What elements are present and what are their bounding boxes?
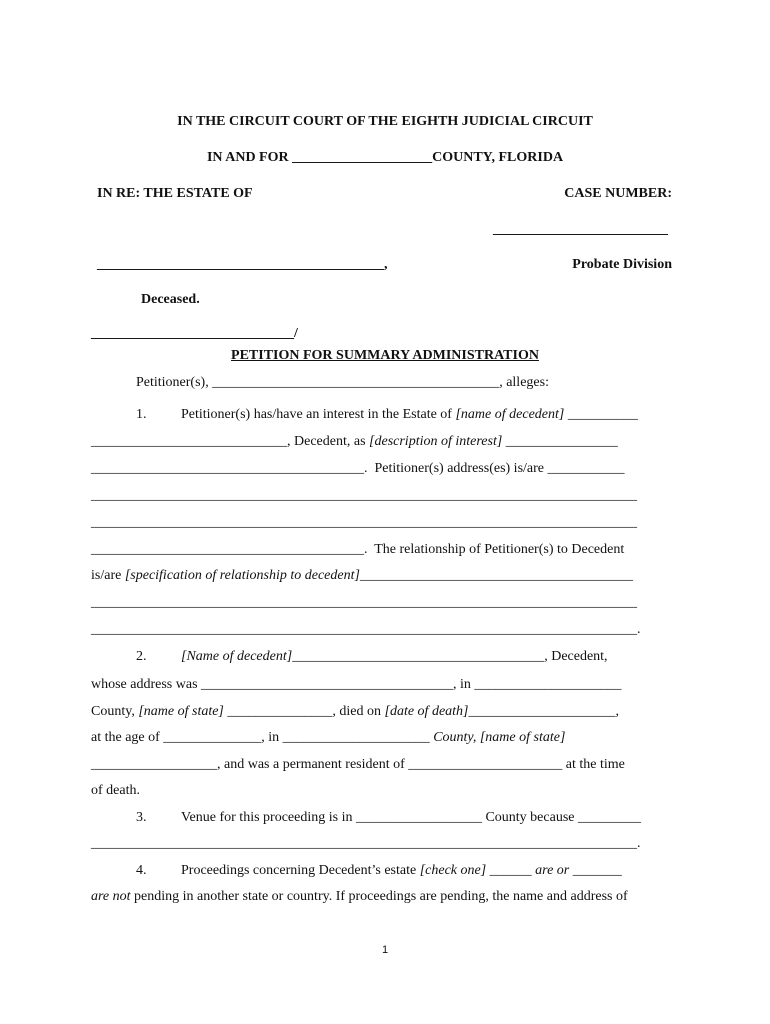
page-number: 1 bbox=[381, 944, 389, 956]
paragraph-1-line-3: _______________________________________. Petitioner(s) address(es) is/are ___________ bbox=[91, 461, 625, 476]
paragraph-2-line-2: whose address was ____________________________________, in _____________________ bbox=[91, 677, 622, 692]
paragraph-4-number: 4. bbox=[136, 863, 147, 878]
paragraph-1-number: 1. bbox=[136, 407, 147, 422]
paragraph-1-line-6: _______________________________________. The relationship of Petitioner(s) to Decedent bbox=[91, 542, 625, 557]
paragraph-1-line-5: ______________________________________________________________________________ bbox=[91, 515, 637, 530]
paragraph-1-line-4: ______________________________________________________________________________ bbox=[91, 488, 637, 503]
estate-of-label: IN RE: THE ESTATE OF bbox=[97, 186, 253, 201]
paragraph-1-line-8: ______________________________________________________________________________ bbox=[91, 595, 637, 610]
case-number-blank: _________________________ bbox=[493, 222, 668, 237]
paragraph-3-line-1: Venue for this proceeding is in __________________ County because _________ bbox=[181, 810, 641, 825]
paragraph-2-line-5: __________________, and was a permanent resident of ______________________ at the time bbox=[91, 757, 625, 772]
paragraph-3-line-2: ______________________________________________________________________________. bbox=[91, 836, 641, 851]
county-heading: IN AND FOR ____________________COUNTY, FLORIDA bbox=[206, 150, 564, 165]
paragraph-2-number: 2. bbox=[136, 649, 147, 664]
paragraph-4-line-2: are not pending in another state or country. If proceedings are pending, the name and address of bbox=[91, 889, 628, 904]
paragraph-4-line-1: Proceedings concerning Decedent’s estate [check one] ______ are or _______ bbox=[181, 863, 622, 878]
paragraph-1-line-2: ____________________________, Decedent, as [description of interest] ________________ bbox=[91, 434, 618, 449]
case-number-label: CASE NUMBER: bbox=[564, 186, 672, 201]
paragraph-2-line-1: [Name of decedent]____________________________________, Decedent, bbox=[181, 649, 608, 664]
decedent-name-blank: _________________________________________, bbox=[97, 257, 388, 272]
paragraph-2-line-3: County, [name of state] _______________, died on [date of death]_____________________, bbox=[91, 704, 619, 719]
paragraph-1-line-9: ______________________________________________________________________________. bbox=[91, 622, 641, 637]
paragraph-1-line-1: Petitioner(s) has/have an interest in the Estate of [name of decedent] __________ bbox=[181, 407, 638, 422]
paragraph-3-number: 3. bbox=[136, 810, 147, 825]
paragraph-2-line-4: at the age of ______________, in _____________________ County, [name of state] bbox=[91, 730, 566, 745]
caption-close-line: _____________________________/ bbox=[91, 326, 298, 341]
paragraph-2-line-6: of death. bbox=[91, 783, 140, 798]
court-heading: IN THE CIRCUIT COURT OF THE EIGHTH JUDICIAL CIRCUIT bbox=[177, 114, 593, 129]
division-label: Probate Division bbox=[572, 257, 672, 272]
deceased-label: Deceased. bbox=[141, 292, 200, 307]
paragraph-1-line-7: is/are [specification of relationship to decedent]_______________________________________ bbox=[91, 568, 633, 583]
petitioners-line: Petitioner(s), _________________________________________, alleges: bbox=[136, 375, 549, 390]
document-title: PETITION FOR SUMMARY ADMINISTRATION bbox=[231, 348, 539, 363]
